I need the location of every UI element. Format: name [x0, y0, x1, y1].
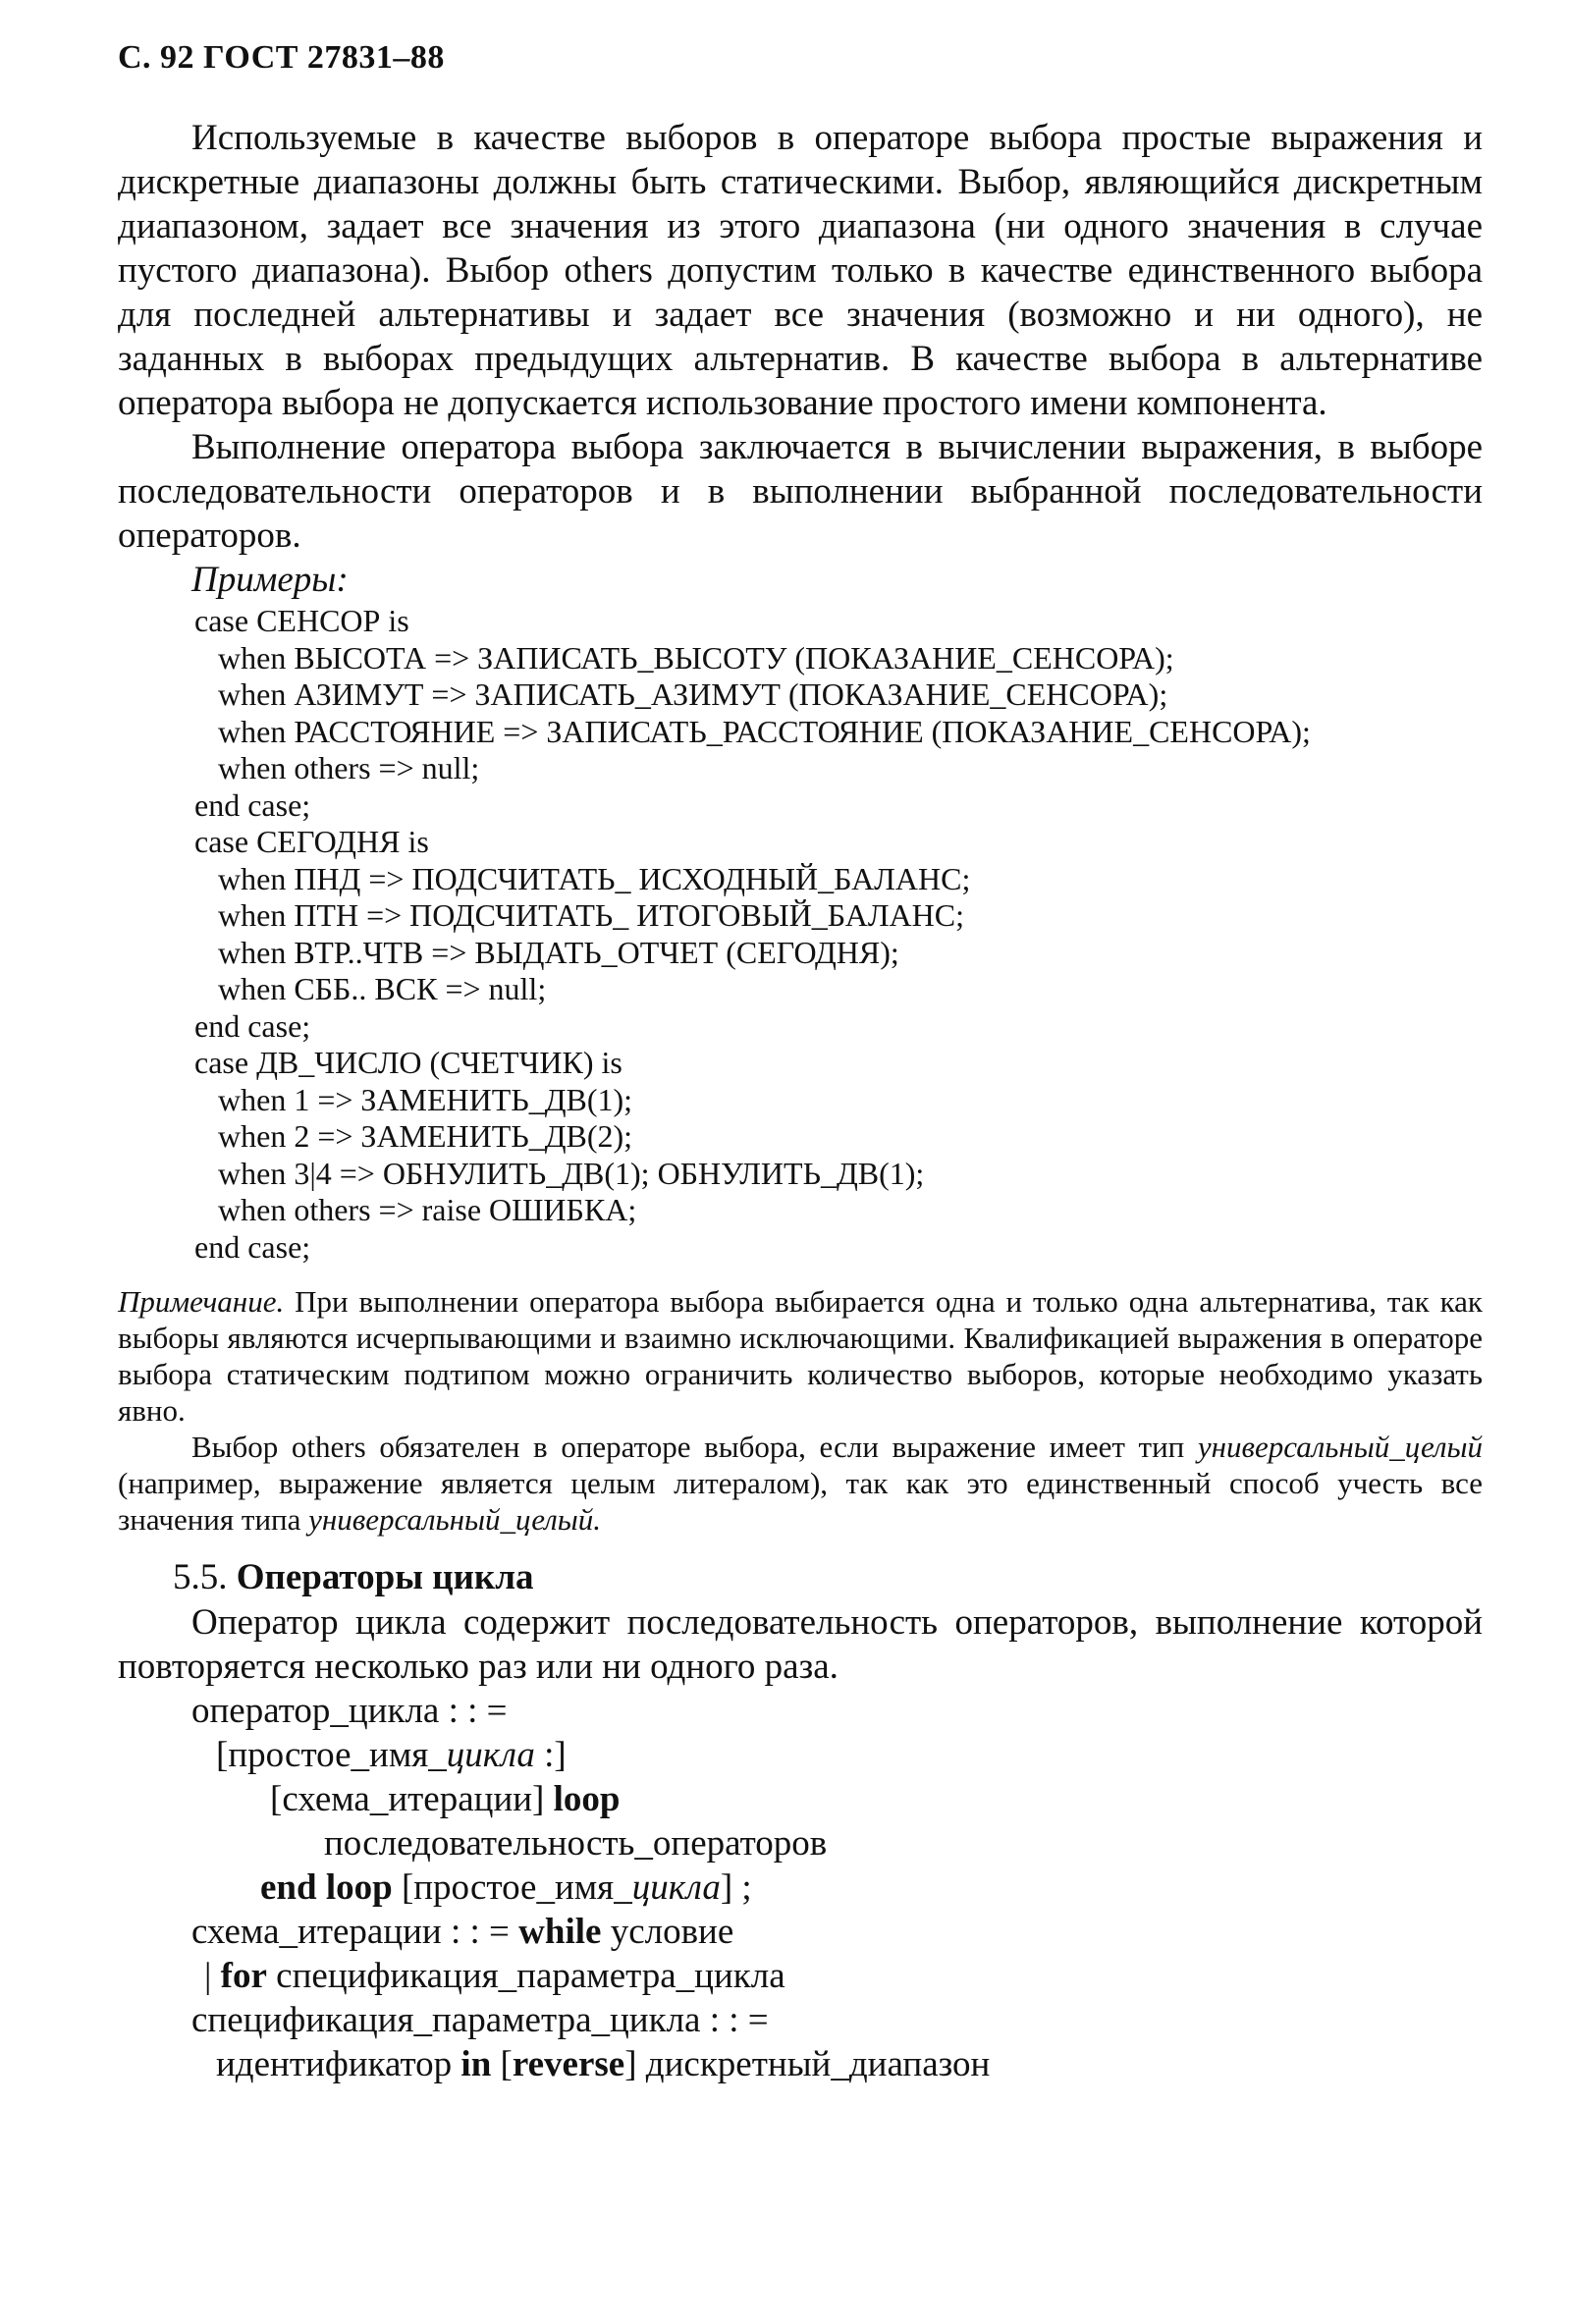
section-title: Операторы цикла	[236, 1557, 534, 1597]
grammar-line	[118, 1998, 1483, 2042]
grammar-text: оператор_цикла : : =	[191, 1691, 508, 1731]
page-header: С. 92 ГОСТ 27831–88	[118, 39, 445, 76]
note-text: (например, выражение является целым литералом), так как это единственный способ учесть все значения типа	[118, 1466, 1483, 1537]
examples-heading: Примеры:	[191, 560, 349, 600]
note-paragraph	[118, 1283, 1483, 1429]
grammar-keyword: while	[518, 1912, 602, 1952]
note-label: Примечание.	[118, 1284, 285, 1319]
grammar-text: последовательность_операторов	[324, 1823, 828, 1864]
grammar-text: [простое_имя_	[392, 1867, 632, 1908]
grammar-line	[118, 2042, 1483, 2086]
grammar-text: [	[491, 2044, 513, 2084]
grammar-italic: цикла	[446, 1735, 535, 1775]
section-number: 5.5.	[173, 1557, 228, 1597]
paragraph: Оператор цикла содержит последовательность операторов, выполнение которой повторяется несколько раз или ни одного раза.	[118, 1602, 1483, 1687]
grammar-text: |	[204, 1956, 221, 1996]
code-line: end case;	[194, 1228, 311, 1265]
grammar-block	[118, 1689, 1483, 2086]
grammar-line	[118, 1865, 1483, 1910]
code-line: when ВЫСОТА => ЗАПИСАТЬ_ВЫСОТУ (ПОКАЗАНИЕ_СЕНСОРА);	[218, 639, 1174, 676]
code-line: when АЗИМУТ => ЗАПИСАТЬ_АЗИМУТ (ПОКАЗАНИЕ_СЕНСОРА);	[218, 676, 1168, 712]
grammar-text: [схема_итерации]	[270, 1779, 554, 1819]
code-line: when 2 => ЗАМЕНИТЬ_ДВ(2);	[218, 1118, 633, 1154]
code-line: when ПНД => ПОДСЧИТАТЬ_ ИСХОДНЫЙ_БАЛАНС;	[218, 860, 971, 896]
grammar-text: :]	[534, 1735, 567, 1775]
grammar-keyword: end loop	[260, 1867, 393, 1908]
grammar-text: спецификация_параметра_цикла	[266, 1956, 785, 1996]
note-type-name: универсальный_целый.	[308, 1502, 601, 1537]
grammar-line	[118, 1910, 1483, 1954]
grammar-text: [простое_имя_	[216, 1735, 447, 1775]
paragraph: Используемые в качестве выборов в операторе выбора простые выражения и дискретные диапазоны должны быть статическими. Выбор, являющийся дискретным диапазоном, задает все значения из этого диапазона (ни одного значения в случае пустого диапазона). Выбор others допустим только в качестве единственного выбора для последней альтернативы и задает все значения (возможно и ни одного), не заданных в выборах предыдущих альтернатив. В качестве выбора в альтернативе оператора выбора не допускается использование простого имени компонента.	[118, 118, 1483, 423]
grammar-line	[118, 1689, 1483, 1733]
code-line: end case;	[194, 786, 311, 823]
grammar-keyword: loop	[553, 1779, 621, 1819]
section-heading	[173, 1555, 1483, 1600]
note-text: Выбор others обязателен в операторе выбора, если выражение имеет тип	[191, 1430, 1198, 1464]
grammar-text: спецификация_параметра_цикла : : =	[191, 2000, 769, 2040]
grammar-text: схема_итерации : : =	[191, 1912, 519, 1952]
grammar-line	[118, 1821, 1483, 1865]
note-type-name: универсальный_целый	[1197, 1430, 1483, 1464]
grammar-line	[118, 1733, 1483, 1777]
note-paragraph	[118, 1429, 1483, 1538]
grammar-keyword: in	[460, 2044, 492, 2084]
code-line: when 3|4 => ОБНУЛИТЬ_ДВ(1); ОБНУЛИТЬ_ДВ(1);	[218, 1155, 925, 1191]
note-block	[118, 1283, 1483, 1538]
code-line: when РАССТОЯНИЕ => ЗАПИСАТЬ_РАССТОЯНИЕ (ПОКАЗАНИЕ_СЕНСОРА);	[218, 713, 1311, 749]
paragraph: Выполнение оператора выбора заключается в вычислении выражения, в выборе последовательности операторов и в выполнении выбранной последовательности операторов.	[118, 427, 1483, 556]
grammar-text: ] дискретный_диапазон	[624, 2044, 991, 2084]
code-line: when 1 => ЗАМЕНИТЬ_ДВ(1);	[218, 1081, 633, 1117]
code-line: when others => null;	[218, 750, 480, 785]
grammar-italic: цикла	[631, 1867, 721, 1908]
grammar-text: условие	[601, 1912, 734, 1952]
note-text: При выполнении оператора выбора выбирается одна и только одна альтернатива, так как выборы являются исчерпывающими и взаимно исключающими. Квалификацией выражения в операторе выбора статическим подтипом можно ограничить количество выборов, которые необходимо указать явно.	[118, 1284, 1483, 1428]
code-line: case СЕНСОР is	[194, 603, 409, 638]
grammar-keyword: for	[220, 1956, 267, 1996]
document-page	[118, 39, 1483, 2086]
grammar-text: идентификатор	[216, 2044, 461, 2084]
code-line: when ВТР..ЧТВ => ВЫДАТЬ_ОТЧЕТ (СЕГОДНЯ);	[218, 934, 899, 970]
code-line: when ПТН => ПОДСЧИТАТЬ_ ИТОГОВЫЙ_БАЛАНС;	[218, 897, 964, 933]
code-line: end case;	[194, 1007, 311, 1044]
grammar-line	[118, 1954, 1483, 1998]
grammar-line	[118, 1777, 1483, 1821]
code-line: case СЕГОДНЯ is	[194, 824, 429, 859]
code-examples	[194, 603, 1483, 1266]
code-line: when others => raise ОШИБКА;	[218, 1192, 637, 1227]
code-line: when СББ.. ВСК => null;	[218, 971, 547, 1006]
grammar-keyword: reverse	[512, 2044, 625, 2084]
grammar-text: ] ;	[720, 1867, 752, 1908]
code-line: case ДВ_ЧИСЛО (СЧЕТЧИК) is	[194, 1045, 622, 1080]
